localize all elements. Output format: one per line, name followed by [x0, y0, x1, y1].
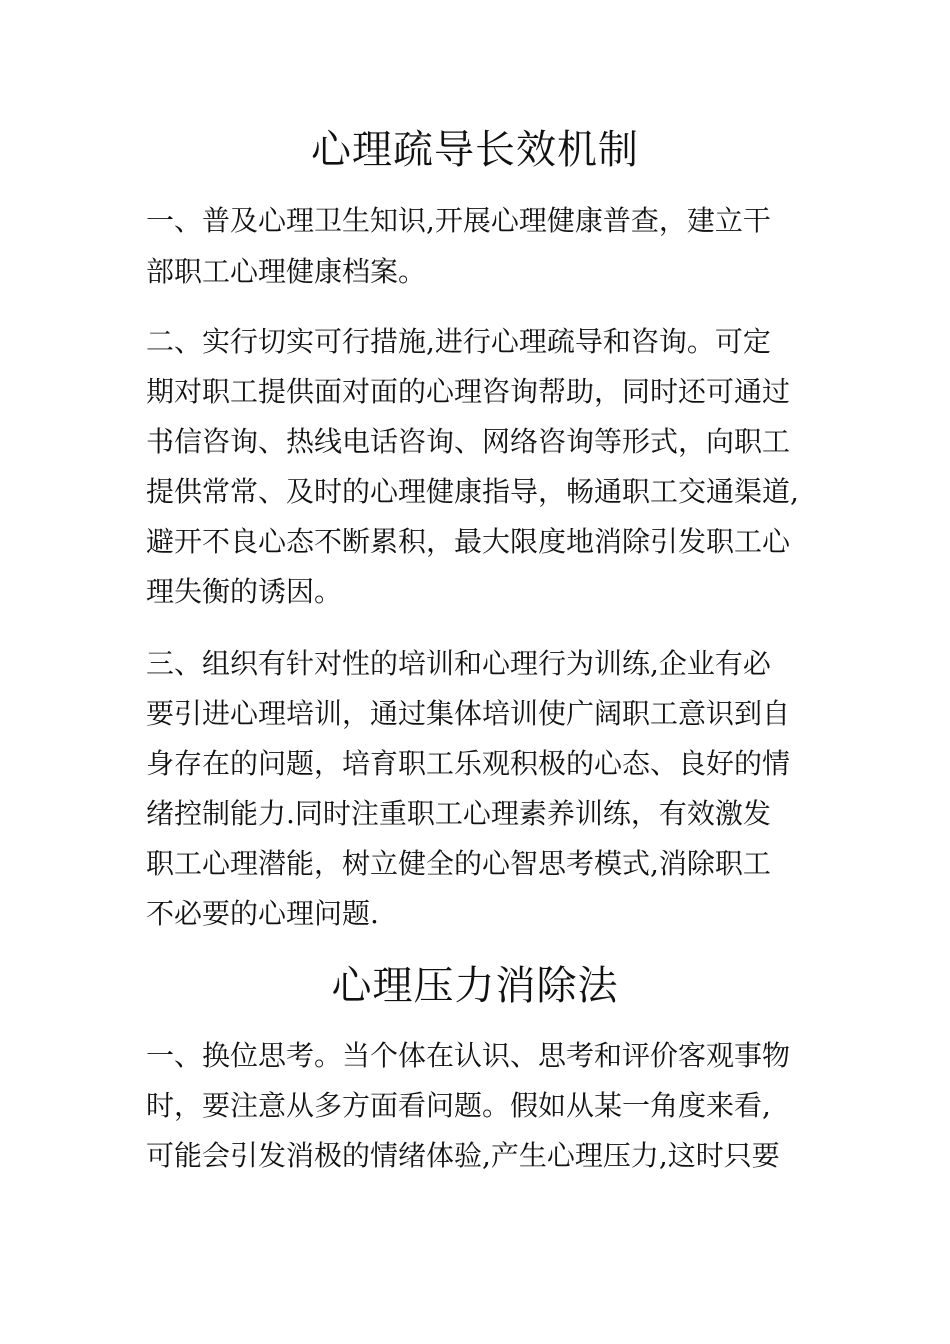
paragraph-line: 部职工心理健康档案。	[146, 255, 427, 288]
paragraph-line: 书信咨询、热线电话咨询、网络咨询等形式，向职工	[146, 425, 791, 458]
paragraph-line: 绪控制能力.同时注重职工心理素养训练，有效激发	[146, 797, 771, 830]
paragraph-line: 二、实行切实可行措施,进行心理疏导和咨询。可定	[146, 325, 771, 358]
paragraph-line: 不必要的心理问题.	[146, 897, 379, 930]
paragraph-line: 时，要注意从多方面看问题。假如从某一角度来看,	[146, 1089, 771, 1122]
paragraph-line: 理失衡的诱因。	[146, 575, 343, 608]
paragraph-line: 职工心理潜能，树立健全的心智思考模式,消除职工	[146, 847, 771, 880]
paragraph-line: 提供常常、及时的心理健康指导，畅通职工交通渠道,	[146, 475, 799, 508]
paragraph-line: 避开不良心态不断累积，最大限度地消除引发职工心	[146, 525, 791, 558]
paragraph-line: 要引进心理培训，通过集体培训使广阔职工意识到自	[146, 697, 791, 730]
paragraph-line: 一、换位思考。当个体在认识、思考和评价客观事物	[146, 1039, 791, 1072]
section-title-1: 心理疏导长效机制	[311, 127, 639, 173]
paragraph-line: 一、普及心理卫生知识,开展心理健康普查，建立干	[146, 204, 771, 237]
section-title-2: 心理压力消除法	[331, 963, 619, 1009]
paragraph-line: 期对职工提供面对面的心理咨询帮助，同时还可通过	[146, 375, 791, 408]
paragraph-line: 三、组织有针对性的培训和心理行为训练,企业有必	[146, 647, 771, 680]
paragraph-line: 可能会引发消极的情绪体验,产生心理压力,这时只要	[146, 1139, 780, 1172]
paragraph-line: 身存在的问题，培育职工乐观积极的心态、良好的情	[146, 747, 791, 780]
